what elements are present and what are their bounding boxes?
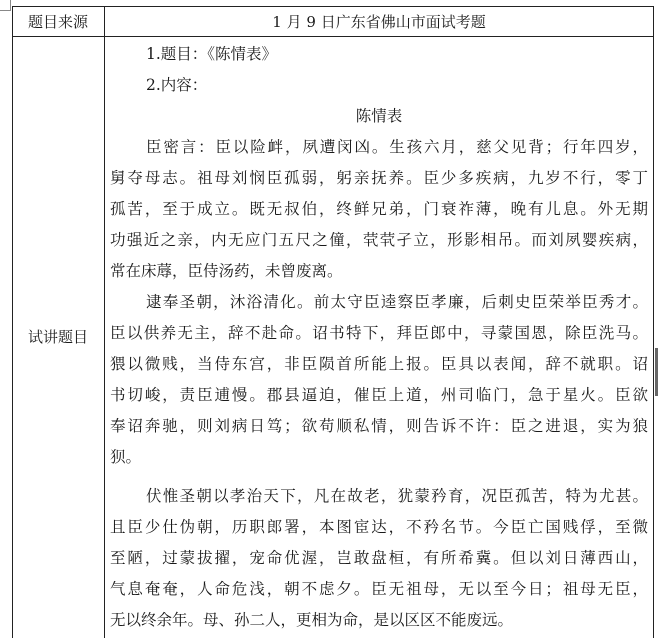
text-line: 臣以供养无主，辞不赴命。诏书特下，拜臣郎中，寻蒙国恩，除臣洗马。 — [110, 324, 648, 342]
topic-content — [110, 39, 648, 636]
table-border-right — [653, 6, 654, 638]
text-line: 奉诏奔驰，则刘病日笃；欲苟顺私情，则告诉不许：臣之进退，实为狼 — [110, 417, 648, 435]
text-line: 猥以微贱，当侍东宫，非臣陨首所能上报。臣具以表闻，辞不就职。诏 — [110, 355, 648, 373]
source-value: 1 月 9 日广东省佛山市面试考题 — [272, 12, 486, 31]
paragraph-gap — [110, 473, 648, 481]
text-line: 臣密言：臣以险衅，夙遭闵凶。生孩六月，慈父见背；行年四岁， — [146, 138, 648, 156]
item-title: 1.题目：《陈情表》 — [146, 45, 278, 63]
text-line: 逮奉圣朝，沐浴清化。前太守臣逵察臣孝廉，后刺史臣荣举臣秀才。 — [146, 293, 648, 311]
text-line: 无以终余年。母、孙二人，更相为命，是以区区不能废远。 — [110, 611, 514, 629]
page-corner-mark — [0, 0, 11, 11]
poem-title: 陈情表 — [355, 107, 403, 125]
text-line: 舅夺母志。祖母刘悯臣孤弱，躬亲抚养。臣少多疾病，九岁不行，零丁 — [110, 169, 648, 187]
text-line: 伏惟圣朝以孝治天下，凡在故老，犹蒙矜育，况臣孤苦，特为尤甚。 — [146, 487, 648, 505]
text-line: 书切峻，责臣逋慢。郡县逼迫，催臣上道，州司临门，急于星火。臣欲 — [110, 386, 648, 404]
text-line: 孤苦，至于成立。既无叔伯，终鲜兄弟，门衰祚薄，晚有儿息。外无期 — [110, 200, 648, 218]
text-line: 功强近之亲，内无应门五尺之僮，茕茕孑立，形影相吊。而刘夙婴疾病， — [110, 231, 648, 249]
table-row-divider — [12, 36, 653, 37]
text-line: 且臣少仕伪朝，历职郎署，本图宦达，不矜名节。今臣亡国贱俘，至微 — [110, 518, 648, 536]
text-line: 气息奄奄，人命危浅，朝不虑夕。臣无祖母，无以至今日；祖母无臣， — [110, 580, 648, 598]
text-line: 狈。 — [110, 448, 142, 466]
table-column-divider — [104, 6, 105, 638]
item-content-label: 2.内容： — [146, 76, 208, 94]
topic-label: 试讲题目 — [27, 327, 88, 346]
text-line: 至陋，过蒙拔擢，宠命优渥，岂敢盘桓，有所希冀。但以刘日薄西山， — [110, 549, 648, 567]
text-line: 常在床蓐，臣侍汤药，未曾废离。 — [110, 262, 343, 280]
source-label: 题目来源 — [27, 12, 88, 31]
